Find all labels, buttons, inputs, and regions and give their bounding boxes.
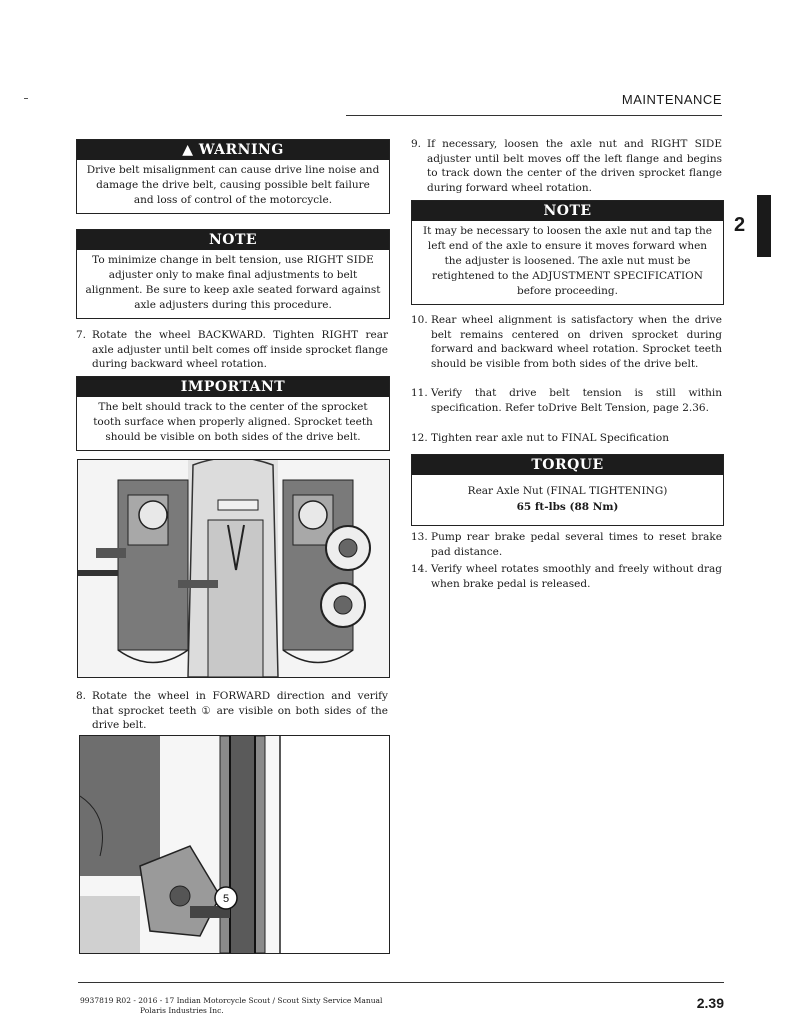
step-10 [411,313,722,371]
step-number: 14. [411,563,428,575]
step-number: 10. [411,314,428,326]
step-text: Rotate the wheel BACKWARD. Tighten RIGHT rear axle adjuster until belt comes off inside sprocket flange during backward wheel rotation. [92,329,388,370]
torque-title: TORQUE [531,457,604,473]
important-header [77,377,389,397]
warning-triangle-icon: ▲ [182,142,194,158]
step-text: Tighten rear axle nut to FINAL Specification [431,432,669,444]
motorcycle-rear-drive-illustration [78,460,389,677]
step-12 [411,431,722,446]
torque-header [412,455,723,475]
chapter-tab-number: 2 [734,214,746,236]
step-14 [411,562,722,591]
step-7 [76,328,388,372]
step-text: Verify that drive belt tension is still within specification. Refer toDrive Belt Tension, page 2.36. [431,387,722,414]
chapter-tab-bar [757,195,771,257]
note-body-right: It may be necessary to loosen the axle nut and tap the left end of the axle to ensure it moves forward when the adjuster is loosened. The axle nut must be retightened to the ADJUSTMENT SPECIFICATION before proceeding. [423,225,712,297]
important-box [76,376,390,451]
step-number: 12. [411,432,428,444]
step-13 [411,530,722,559]
important-body: The belt should track to the center of the sprocket tooth surface when properly aligned. Sprocket teeth should be visible on both sides of the drive belt. [93,401,373,443]
warning-header [77,140,389,160]
footer-rule [78,982,724,983]
torque-value: 65 ft-lbs (88 Nm) [516,501,619,513]
note-box-right [411,200,724,305]
note-title-right: NOTE [543,203,592,219]
figure-callout-5: 5 [222,893,230,905]
warning-title: WARNING [198,142,284,158]
section-title: MAINTENANCE [621,92,722,107]
photo-belt-alignment-top [77,459,390,678]
note-header-right [412,201,723,221]
torque-body [412,475,723,525]
step-number: 8. [76,690,87,702]
important-title: IMPORTANT [180,379,286,395]
note-header-left [77,230,389,250]
photo-sprocket-teeth [79,735,390,954]
warning-body: Drive belt misalignment can cause drive line noise and damage the drive belt, causing possible belt failure and loss of control of the motorcycle. [86,164,380,206]
footer-manual-title: 9937819 R02 - 2016 - 17 Indian Motorcycle Scout / Scout Sixty Service Manual [80,996,383,1005]
step-text: If necessary, loosen the axle nut and RIGHT SIDE adjuster until belt moves off the left flange and begins to track down the center of the driven sprocket flange during forward wheel rotation. [427,138,722,194]
page-number: 2.39 [696,995,724,1011]
step-number: 9. [411,138,422,150]
step-8 [76,689,388,733]
torque-box [411,454,724,526]
note-title-left: NOTE [208,232,258,248]
step-number: 13. [411,531,428,543]
torque-item: Rear Axle Nut (FINAL TIGHTENING) [467,485,668,497]
footer-publisher: Polaris Industries Inc. [140,1006,224,1015]
step-11 [411,386,722,415]
step-text: Pump rear brake pedal several times to reset brake pad distance. [431,531,722,558]
note-box-left [76,229,390,319]
step-text: Rear wheel alignment is satisfactory when the drive belt remains centered on driven sprocket during forward and backward wheel rotation. Sprocket teeth should be visible from both sides of the drive belt. [431,314,722,370]
step-number: 11. [411,387,428,399]
footer-text [80,996,382,1016]
note-body-left: To minimize change in belt tension, use RIGHT SIDE adjuster only to make final adjustments to belt alignment. Be sure to keep axle seated forward against axle adjusters during this procedure. [85,254,381,311]
warning-box [76,139,390,214]
step-9 [411,137,722,195]
step-text: Rotate the wheel in FORWARD direction and verify that sprocket teeth ① are visible on both sides of the drive belt. [92,690,388,731]
header-rule [346,115,722,116]
step-number: 7. [76,329,87,341]
margin-mark [24,98,28,99]
sprocket-teeth-illustration [80,736,389,953]
step-text: Verify wheel rotates smoothly and freely without drag when brake pedal is released. [431,563,722,590]
